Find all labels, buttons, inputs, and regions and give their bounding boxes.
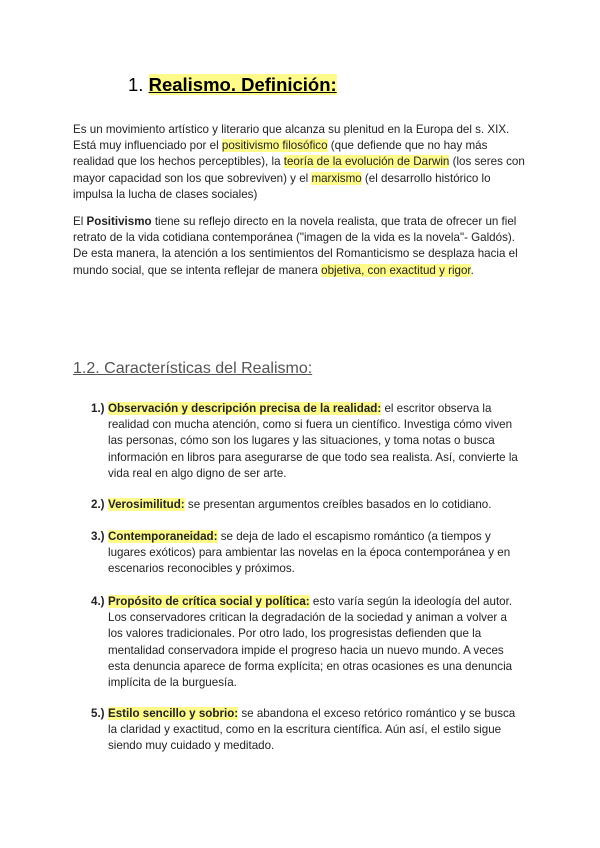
item-text: se presentan argumentos creíbles basados en lo cotidiano. [184, 498, 492, 511]
highlight-positivismo: positivismo filosófico [221, 139, 328, 153]
list-item [91, 529, 523, 578]
item-text: el escritor observa la realidad con mucha atención, como si fuera un científico. Investiga cómo viven las personas, cómo son los lugares y las situaciones, y toma notas o busca información en libros para asegurarse de que todo sea realista. Así, convierte la vida real en algo digno de ser arte. [108, 402, 518, 480]
page-title [128, 74, 337, 96]
title-text: Realismo. Definición: [148, 74, 337, 95]
highlight-darwin: teoría de la evolución de Darwin [283, 155, 450, 169]
item-number: 5.) [91, 707, 105, 720]
item-text: esto varía según la ideología del autor. Los conservadores critican la degradación de la sociedad y animan a volver a los valores tradicionales. Por otro lado, los progresistas defienden que la mentalidad conservadora impide el progreso hacia un nuevo mundo. A veces esta denuncia aparece de forma explícita; en otras ocasiones es una denuncia implícita de la burguesía. [108, 595, 513, 690]
item-text: se abandona el exceso retórico romántico y se busca la claridad y exactitud, como en la escritura científica. Aún así, el estilo sigue siendo muy cuidado y meditado. [108, 707, 516, 753]
highlight-marxismo: marxismo [311, 171, 362, 185]
item-term: Verosimilitud: [108, 498, 185, 511]
p2-bold-positivismo: Positivismo [86, 215, 152, 228]
p2-text-b: tiene su reflejo directo en la novela realista, que trata de ofrecer un fiel retrato de la vida cotidiana contemporánea ("imagen de la vida es la novela"- Galdós). De esta manera, la atención a los sentimientos del Romanticismo se desplaza hacia el mundo social, que se intenta reflejar de manera [73, 215, 518, 277]
p2-text-c: . [470, 263, 474, 277]
item-number: 1.) [91, 402, 105, 415]
definition-paragraph [73, 122, 525, 203]
section-heading: 1.2. Características del Realismo: [73, 360, 313, 377]
item-term: Contemporaneidad: [108, 530, 218, 543]
title-number: 1. [128, 74, 144, 95]
item-term: Estilo sencillo y sobrio: [108, 707, 239, 720]
p2-text-a: El [73, 215, 87, 228]
item-number: 3.) [91, 530, 105, 543]
item-term: Observación y descripción precisa de la realidad: [108, 402, 382, 415]
p1-text-d: (el desarrollo histórico lo impulsa la lucha de clases sociales) [73, 171, 491, 201]
item-text: se deja de lado el escapismo romántico (a tiempos y lugares exóticos) para ambientar las novelas en la época contemporánea y en escenarios reconocibles y próximos. [108, 530, 511, 576]
item-number: 4.) [91, 595, 105, 608]
list-item [91, 497, 523, 513]
item-number: 2.) [91, 498, 105, 511]
p1-text-b: (que defiende que no hay más realidad que los hechos perceptibles), la [73, 139, 488, 169]
list-item [91, 594, 523, 691]
item-term: Propósito de crítica social y política: [108, 595, 310, 608]
highlight-objetiva: objetiva, con exactitud y rigor [321, 263, 471, 277]
p1-text-a: Es un movimiento artístico y literario que alcanza su plenitud en la Europa del s. XIX. Está muy influenciado por el [73, 123, 510, 153]
list-item [91, 401, 523, 482]
p1-text-c: (los seres con mayor capacidad son los que sobreviven) y el [73, 155, 525, 185]
list-item [91, 706, 523, 755]
positivismo-paragraph [73, 214, 525, 279]
